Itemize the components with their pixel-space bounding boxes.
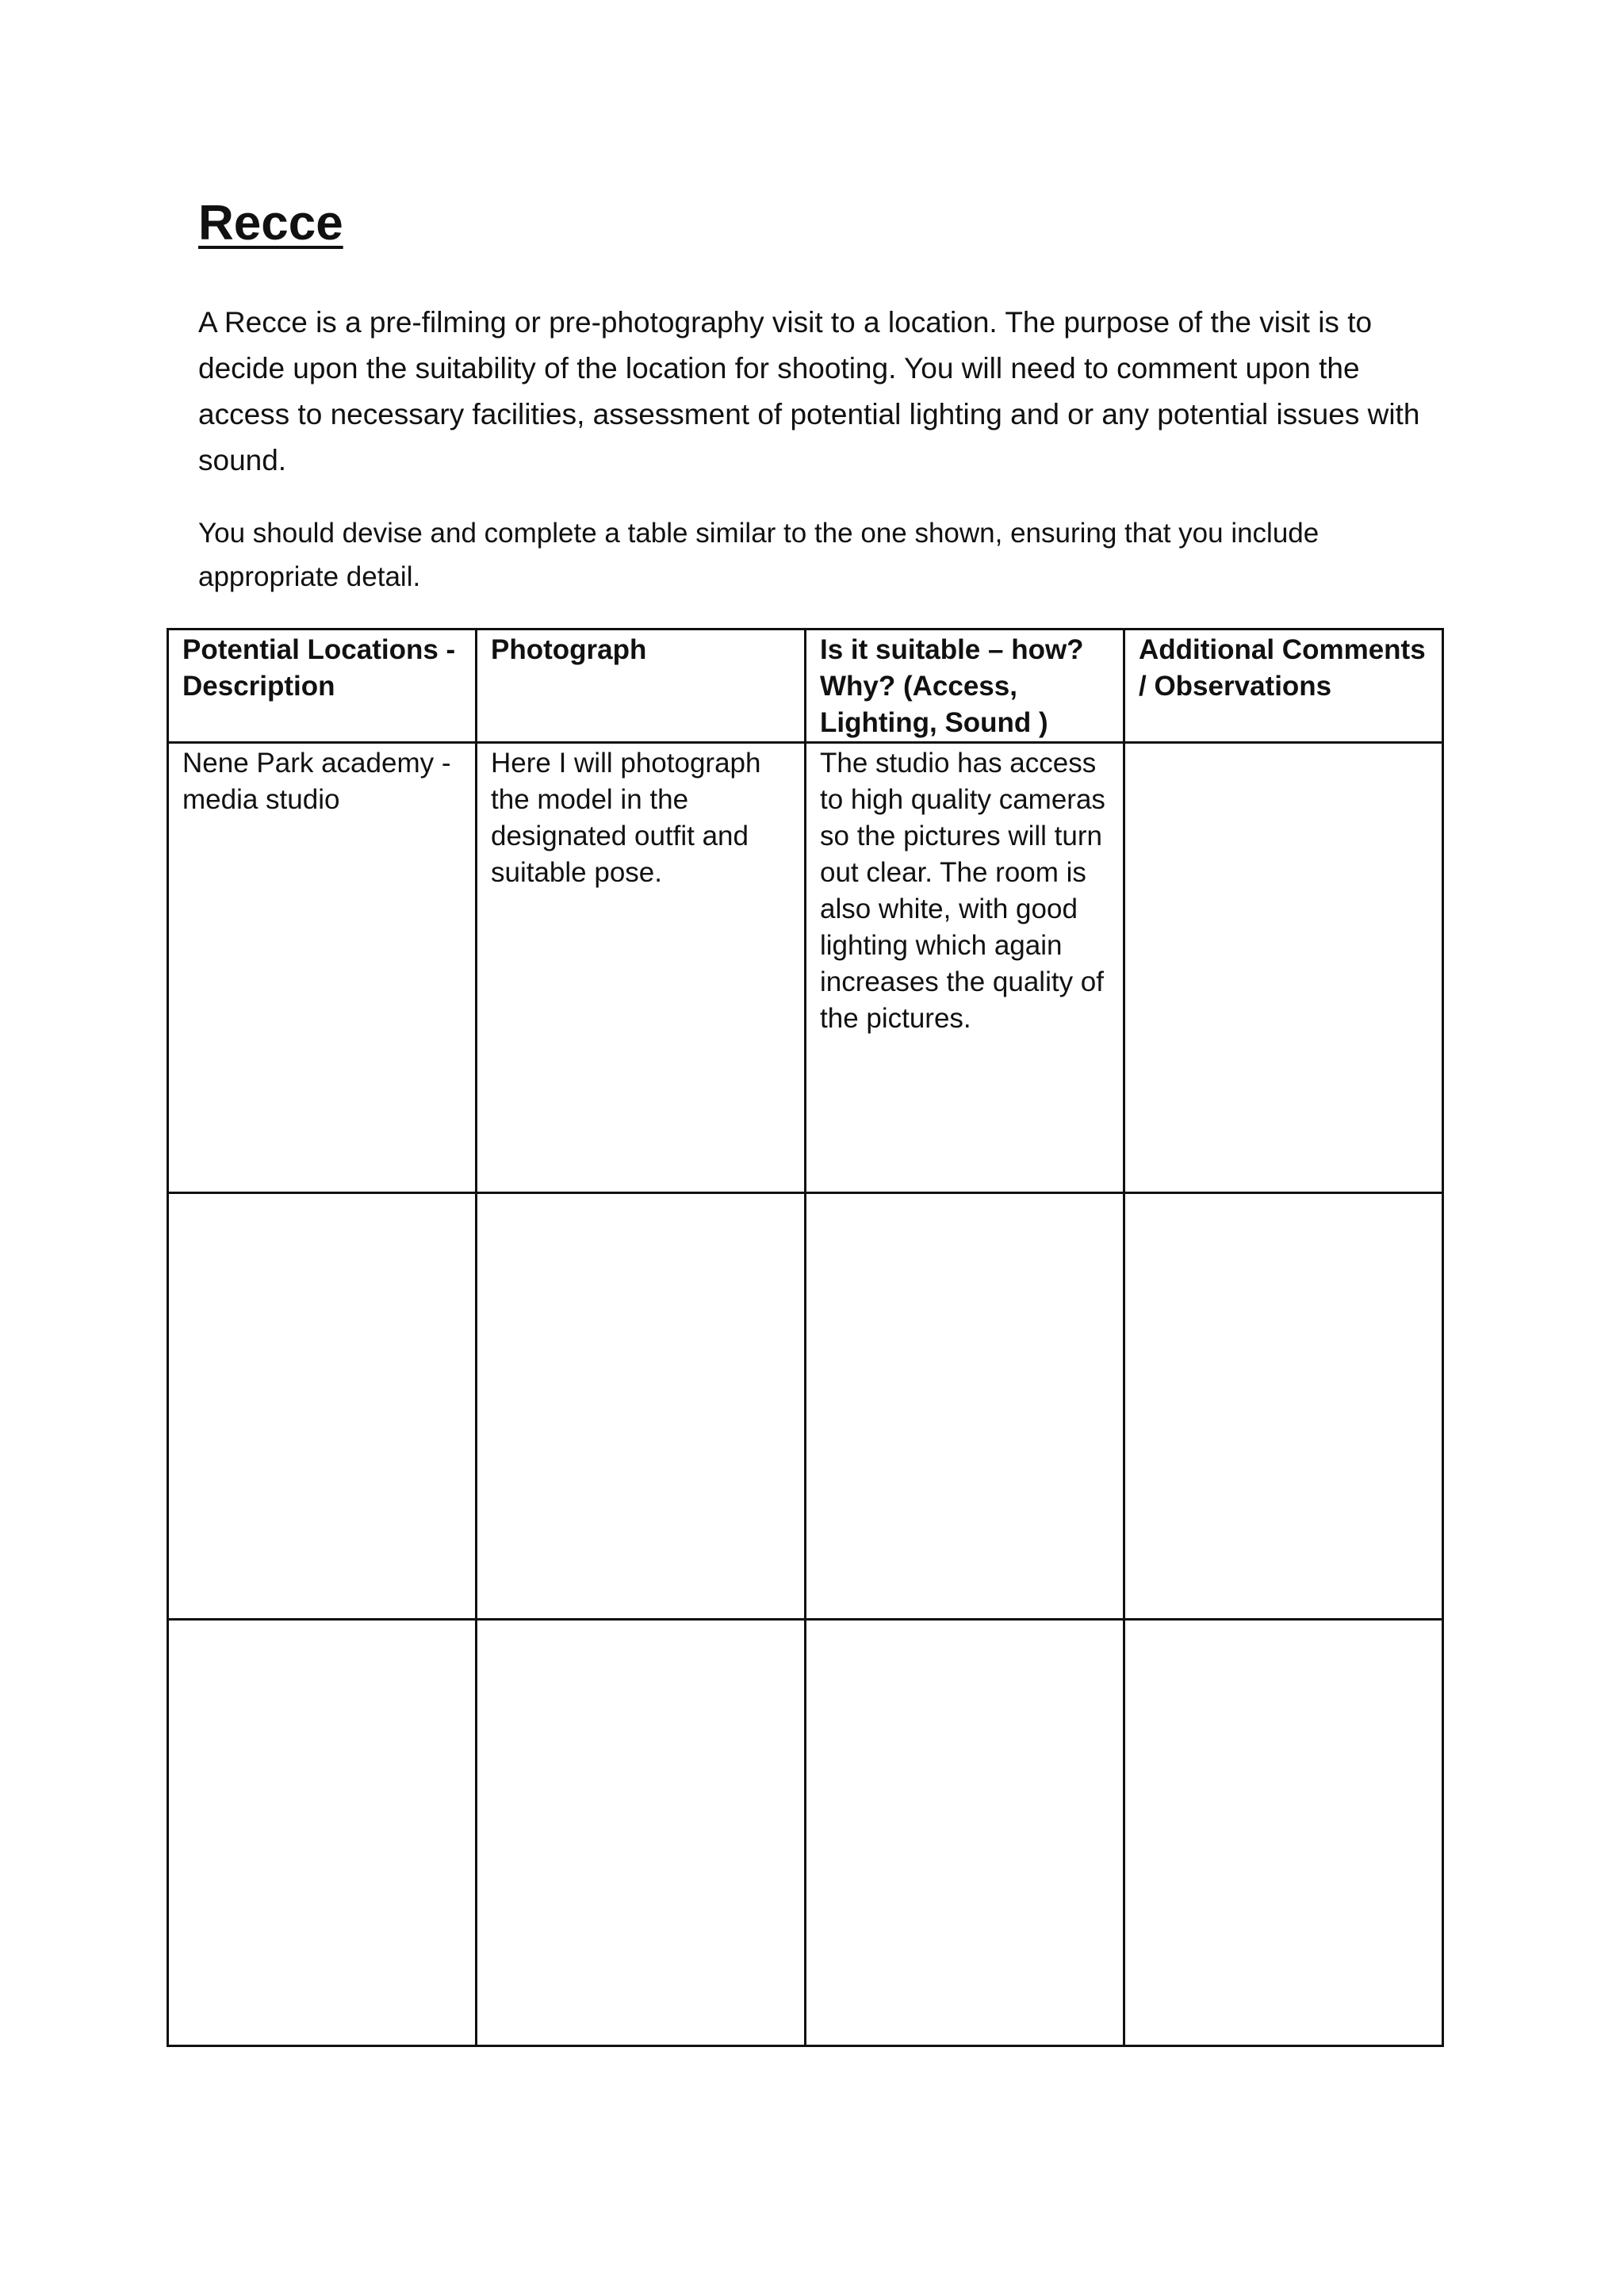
cell-suitability (806, 1620, 1124, 2046)
table-header-row (168, 629, 1443, 743)
intro-paragraph: A Recce is a pre-filming or pre-photography visit to a location. The purpose of the visit is to decide upon the suitability of the location for shooting. You will need to comment upon the access to necessary facilities, assessment of potential lighting and or any potential issues with sound. (198, 306, 1420, 476)
table-row (168, 743, 1443, 1193)
cell-comments (1124, 1193, 1443, 1620)
recce-table (167, 628, 1444, 2047)
table-row (168, 1193, 1443, 1620)
header-potential-locations: Potential Locations - Description (168, 629, 477, 743)
instruction-paragraph: You should devise and complete a table similar to the one shown, ensuring that you include appropriate detail. (198, 518, 1320, 592)
cell-suitability (806, 1193, 1124, 1620)
cell-location (168, 1193, 477, 1620)
page-title: Recce (198, 196, 343, 251)
cell-location (168, 1620, 477, 2046)
header-photograph: Photograph (477, 629, 806, 743)
cell-comments (1124, 743, 1443, 1193)
cell-comments (1124, 1620, 1443, 2046)
table-row (168, 1620, 1443, 2046)
cell-photograph (477, 1620, 806, 2046)
header-suitability: Is it suitable – how? Why? (Access, Lighting, Sound ) (806, 629, 1124, 743)
cell-location: Nene Park academy - media studio (168, 743, 477, 1193)
cell-photograph (477, 1193, 806, 1620)
header-additional-comments: Additional Comments / Observations (1124, 629, 1443, 743)
cell-photograph: Here I will photograph the model in the designated outfit and suitable pose. (477, 743, 806, 1193)
cell-suitability: The studio has access to high quality cameras so the pictures will turn out clear. The room is also white, with good lighting which again increases the quality of the pictures. (806, 743, 1124, 1193)
